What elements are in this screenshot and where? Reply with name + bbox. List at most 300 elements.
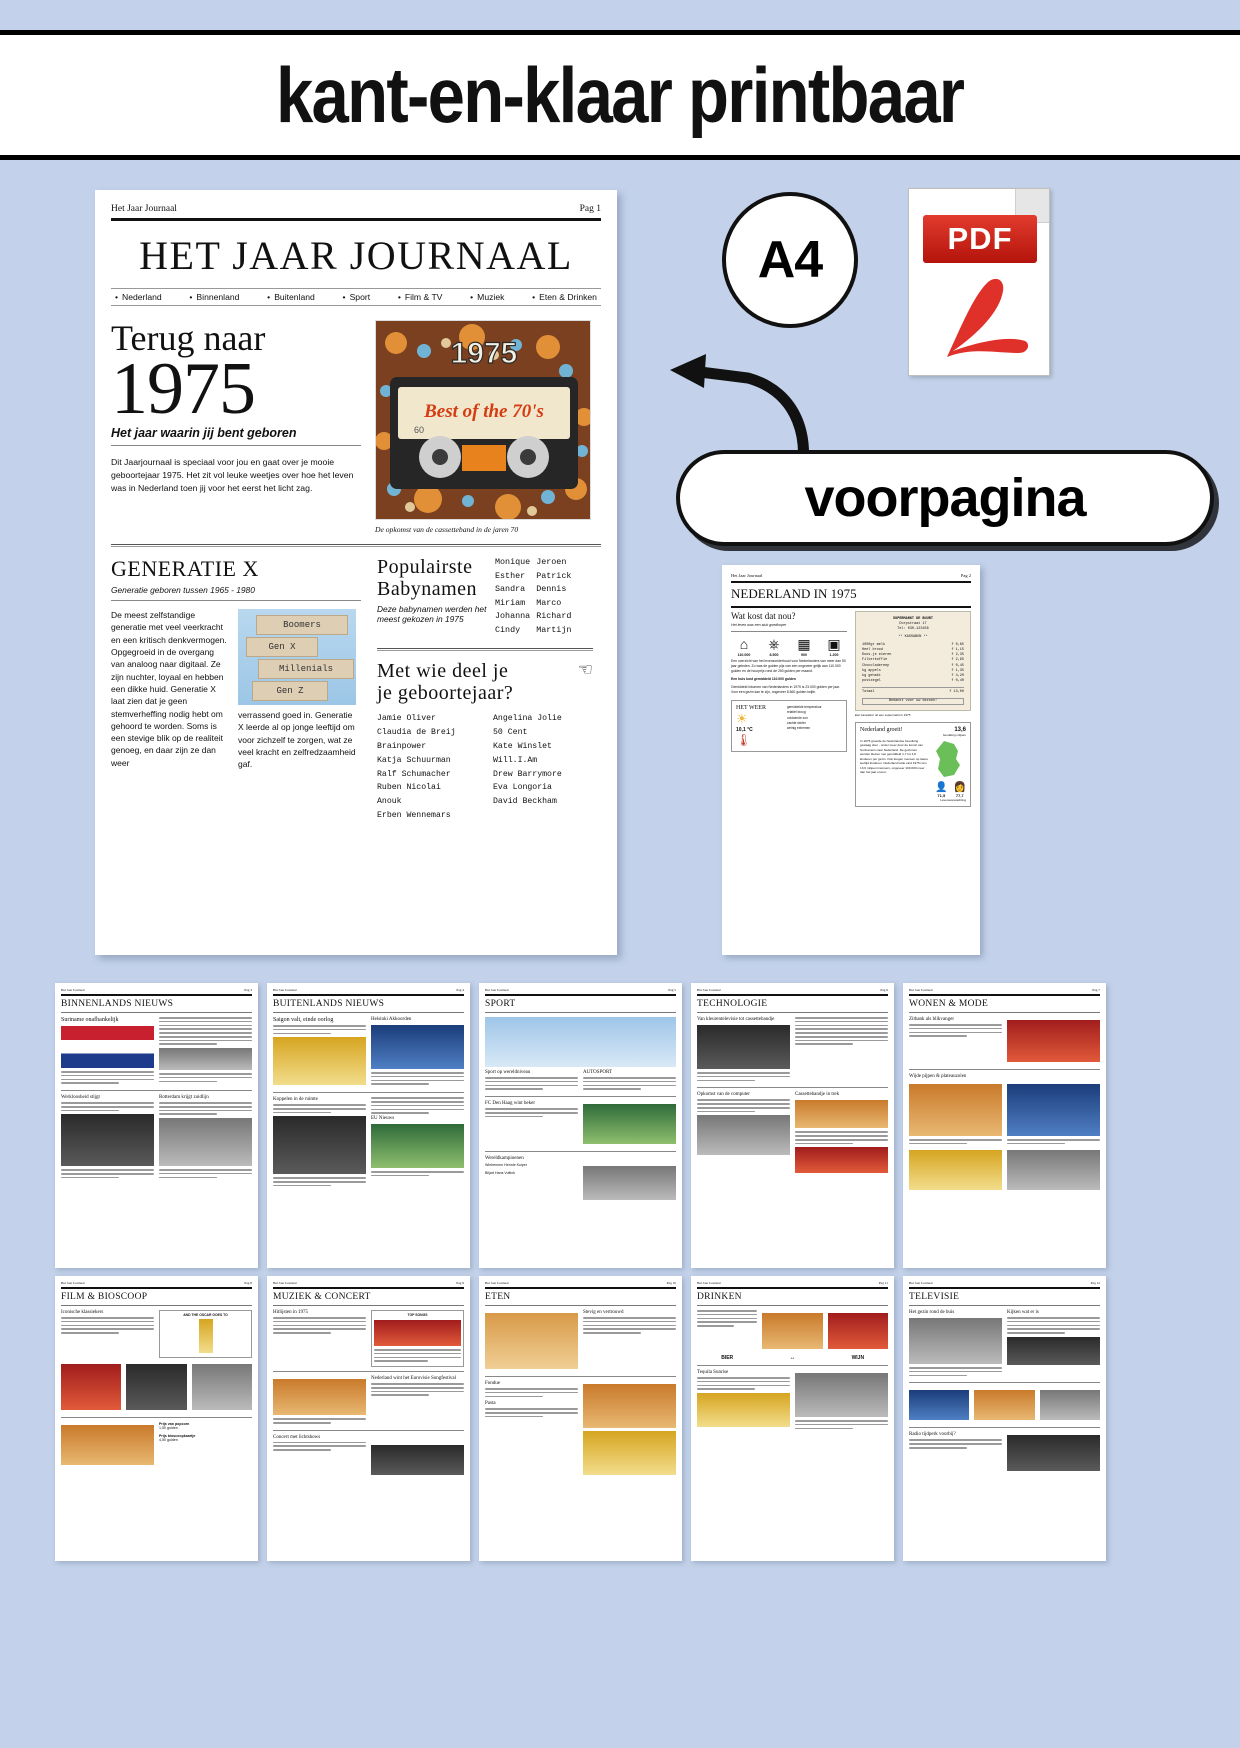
thumb-page-label: Pag 5 (668, 988, 676, 992)
thumb-page-label: Pag 7 (1092, 988, 1100, 992)
thumb-title: SPORT (485, 999, 516, 1009)
thumb-photo (583, 1104, 676, 1144)
thumb-photo (374, 1320, 461, 1346)
thumb-photo (909, 1390, 969, 1420)
receipt-footer: Bedankt voor uw bezoek! (862, 698, 964, 705)
wat-kost-subtitle: Het leven was een stuk goedkoper (731, 623, 787, 627)
receipt-item-name-4: Chocoladereep (862, 663, 890, 668)
thumb-body-lines (485, 1388, 578, 1397)
thumb-rule (697, 1287, 888, 1289)
wat-kost-para3: Gemiddeld inkomen van Nederlanders in 1975 is 23.000 gulden per jaar. Voor een gezin kan te zijn, ongeveer 8.560 gulden twijfe. (731, 684, 840, 694)
block-boomers: Boomers (256, 615, 348, 635)
girl-name-5: Cindy (495, 625, 521, 636)
thumb-body-lines (371, 1097, 464, 1114)
thumb-photo (159, 1048, 252, 1070)
thumb-article-heading: Koppelen in de ruimte (273, 1097, 318, 1103)
groei-value: 13,6 (954, 726, 966, 733)
thumb-article-heading: Prijs van popcorn (159, 1422, 190, 1426)
page2-left-column (731, 611, 847, 807)
house-icon: ⌂ (739, 636, 749, 652)
share-name-2-3: Will.I.Am (493, 755, 538, 765)
receipt-total-value: f 13,00 (949, 689, 964, 694)
girl-name-4: Johanna (495, 611, 531, 622)
thumb-body-lines (273, 1317, 366, 1334)
thumb-article-heading: AND THE OSCAR GOES TO (183, 1313, 228, 1317)
receipt-item-price-5: f 1,35 (951, 668, 964, 673)
page-thumbnail-12[interactable] (903, 1276, 1106, 1561)
thumb-body-lines (909, 1139, 1002, 1144)
thumb-article-heading: Concert met lichtshows (273, 1434, 321, 1440)
page-thumbnail-3[interactable] (55, 983, 258, 1268)
thumb-photo (1040, 1390, 1100, 1420)
boy-name-3: Marco (536, 597, 562, 608)
thumb-body-lines (795, 1420, 888, 1429)
scale-icon: ↔ (789, 1355, 796, 1361)
groei-title: Nederland groeit! (860, 726, 903, 733)
thumb-body-lines (909, 1439, 1002, 1448)
car-icon: ⎈ (768, 636, 780, 652)
voorpagina-label: voorpagina (804, 468, 1086, 528)
thumb-title: FILM & BIOSCOOP (61, 1292, 148, 1302)
thumb-article-heading: Saigon valt, einde oorlog (273, 1017, 334, 1023)
thumb-article-heading: AUTOSPORT (583, 1070, 613, 1075)
share-title-line1: Met wie deel je (377, 659, 509, 682)
thumb-photo (61, 1114, 154, 1166)
hero-subtitle: Het jaar waarin jij bent geboren (111, 426, 297, 441)
page-thumbnail-11[interactable] (691, 1276, 894, 1561)
thumb-photo (583, 1166, 676, 1200)
page2-page-label: Pag 2 (960, 573, 971, 578)
thumb-article-heading: Rotterdam krijgt zuidlijn (159, 1095, 209, 1101)
thumb-photo (583, 1431, 676, 1475)
thumb-body-lines (61, 1317, 154, 1334)
page-thumbnail-9[interactable] (267, 1276, 470, 1561)
page-thumbnail-10[interactable] (479, 1276, 682, 1561)
thumb-photo (795, 1100, 888, 1128)
thumb-photo (371, 1124, 464, 1168)
generation-blocks-photo (238, 609, 356, 705)
thumb-rule (61, 1287, 252, 1289)
thumb-body-lines (273, 1442, 366, 1451)
receipt-row (862, 679, 964, 684)
share-name-2-2: Kate Winslet (493, 742, 552, 751)
thumb-photo (61, 1425, 154, 1465)
thumb-body-lines (273, 1104, 366, 1113)
thumb-photo (61, 1026, 154, 1068)
thumb-photo (909, 1150, 1002, 1190)
thermometer-icon: 🌡 (736, 732, 752, 747)
price-icon-tv (821, 637, 847, 657)
header-rule (111, 218, 601, 221)
thumb-running-head: Het Jaar Journaal (909, 988, 933, 992)
thumb-article-sub: Biljart Hans Vultink (485, 1171, 516, 1176)
section-divider-1 (111, 544, 601, 547)
page2-header (731, 573, 971, 578)
thumb-rule (273, 1287, 464, 1289)
boy-name-1: Patrick (536, 570, 572, 581)
genx-title: GENERATIE X (111, 556, 259, 581)
receipt-phone: Tel: 030-123456 (897, 627, 929, 632)
thumb-title-rule (485, 1012, 676, 1013)
share-column-1 (377, 712, 481, 822)
price-icon-house (731, 637, 757, 657)
genx-rule (111, 600, 361, 601)
thumb-body-lines (909, 1367, 1002, 1376)
thumb-body-lines (159, 1017, 252, 1045)
receipt-item-price-3: f 2,95 (951, 658, 964, 663)
thumb-body-lines (159, 1169, 252, 1178)
receipt-total-label: Totaal (862, 689, 875, 694)
receipt-item-price-6: f 4,20 (951, 673, 964, 678)
thumb-photo (762, 1313, 822, 1349)
thumb-article-heading: Opkomst van de computer (697, 1092, 750, 1098)
thumb-body-lines (583, 1317, 676, 1334)
thumb-article-sub: 1,50 gulden (159, 1426, 178, 1430)
thumb-body-lines (909, 1024, 1002, 1037)
thumb-title-rule (485, 1305, 676, 1306)
receipt-address: Dorpstraat 17 (899, 622, 927, 627)
hero-image-block (375, 320, 591, 534)
share-name-1-7: Erben Wennemars (377, 810, 451, 820)
section-nav (111, 288, 601, 306)
thumb-title: DRINKEN (697, 1292, 742, 1302)
voorpagina-callout (676, 450, 1214, 546)
receipt-item-price-2: f 2,35 (951, 653, 964, 658)
thumb-article-sub: 4,50 gulden (159, 1438, 178, 1442)
receipt-heading: ** KASSABON ** (898, 635, 928, 640)
netherlands-map-icon (932, 739, 966, 780)
weather-temp: 10,1 °C (736, 726, 753, 733)
thumb-body-lines (485, 1108, 578, 1117)
thumb-page-label: Pag 12 (1090, 1281, 1100, 1285)
female-figure-icon: 👩 (953, 781, 966, 793)
cassette-side-text: 60 (414, 425, 425, 435)
page2-running-head: Het Jaar Journaal (731, 573, 763, 578)
thumb-body-lines (371, 1072, 464, 1085)
thumb-photo (909, 1084, 1002, 1136)
page-thumbnail-6[interactable] (691, 983, 894, 1268)
thumb-body-lines (583, 1077, 676, 1090)
thumb-photo (795, 1147, 888, 1173)
share-name-1-3: Katja Schuurman (377, 755, 451, 765)
thumb-article-heading: BIER (721, 1355, 734, 1361)
thumb-running-head: Het Jaar Journaal (697, 988, 721, 992)
share-name-2-0: Angelina Jolie (493, 714, 562, 724)
thumb-body-lines (697, 1099, 790, 1112)
thumb-photo (192, 1364, 252, 1410)
masthead: HET JAAR JOURNAAL (139, 233, 573, 278)
hero-image-caption: De opkomst van de cassetteband in de jaren 70 (375, 525, 519, 534)
house-price: 110.000 (737, 653, 751, 657)
thumb-article-heading: Prijs bioscoopkaartje (159, 1434, 196, 1438)
share-name-1-2: Brainpower (377, 742, 427, 751)
babynames-title-line1: Populairste (377, 556, 473, 578)
boy-name-0: Jeroen (536, 557, 567, 567)
share-name-2-1: 50 Cent (493, 728, 528, 738)
groei-value-label: bevolking miljoen (942, 732, 966, 737)
page2-preview[interactable] (722, 565, 980, 955)
life-expectancy-female: 77,7 (955, 792, 964, 798)
sofa-icon: ▦ (797, 636, 811, 652)
thumb-article-heading: Van kleurentelevisie tot cassettebandje (697, 1017, 775, 1022)
thumb-photo (371, 1025, 464, 1069)
share-column-2 (493, 712, 593, 822)
thumb-body-lines (61, 1169, 154, 1178)
boy-name-5: Martijn (536, 625, 572, 636)
weather-label-4: weinig extremen (787, 726, 811, 731)
thumb-photo (371, 1445, 464, 1475)
thumb-article-heading: Sport op wereldniveau (485, 1070, 531, 1075)
front-page-header (111, 204, 601, 214)
thumb-photo (273, 1379, 366, 1415)
acrobat-swirl-icon (933, 273, 1031, 365)
thumb-article-heading: Tequila Sunrise (697, 1370, 729, 1375)
sun-cloud-icon: ☀ (736, 710, 748, 726)
section-divider-2 (377, 648, 593, 651)
thumb-title-rule (697, 1305, 888, 1306)
weather-title: HET WEER (736, 704, 766, 711)
tv-icon: ▣ (827, 636, 841, 652)
thumb-photo (485, 1313, 578, 1369)
nav-item-4[interactable]: • Film & TV (398, 292, 443, 302)
front-page-preview[interactable] (95, 190, 617, 955)
thumb-page-label: Pag 4 (456, 988, 464, 992)
thumb-article-heading: Cassettebandje in trek (795, 1092, 840, 1098)
thumb-title-rule (273, 1012, 464, 1013)
share-title-line2: je geboortejaar? (377, 682, 514, 705)
babynames-title-block (377, 556, 489, 638)
pointing-hand-icon: ☜ (577, 659, 593, 679)
thumb-title-rule (273, 1305, 464, 1306)
thumb-body-lines (697, 1310, 757, 1327)
thumb-running-head: Het Jaar Journaal (273, 988, 297, 992)
thumb-body-lines (159, 1102, 252, 1115)
hero-text (111, 320, 361, 534)
thumb-article-heading: Werkloosheid stijgt (61, 1095, 100, 1101)
girl-name-2: Sandra (495, 584, 526, 595)
receipt-item-price-4: f 0,45 (951, 663, 964, 668)
thumb-photo (61, 1364, 121, 1410)
receipt-item-name-5: kg appels (862, 668, 881, 673)
thumb-body-lines (485, 1408, 578, 1417)
receipt-item-name-3: Filterkoffie (862, 658, 888, 663)
groei-body: In 1975 groeide de Nederlandse bevolking gestaag door - onder meer door de komst van Surinamers naar Nederland. De gezinnen werden kleiner met gemiddeld 1,7 tot 1,8 kinderen per gezin. Ook kregen mensen op latere leeftijd kinderen. Nederland telde eind 1975 ruim 13,6 miljoen inwoners, ongeveer 100.000 meer dan het jaar ervoor. (860, 738, 928, 775)
nav-item-6[interactable]: • Eten & Drinken (532, 292, 597, 302)
thumb-article-sub: Wielrennen Hennie Kuiper (485, 1163, 527, 1168)
nav-item-2[interactable]: • Buitenland (267, 292, 315, 302)
thumb-photo (1007, 1150, 1100, 1190)
receipt-item-name-1: Heel brood (862, 648, 884, 653)
thumb-body-lines (273, 1418, 366, 1423)
lower-sections (111, 556, 601, 823)
thumb-title: BINNENLANDS NIEUWS (61, 999, 174, 1009)
wat-kost-rule (731, 631, 847, 632)
receipt-item-price-1: f 1,15 (951, 648, 964, 653)
genx-image-col (238, 609, 356, 771)
thumb-article-heading: Pasta (485, 1401, 496, 1407)
block-genx: Gen X (246, 637, 318, 657)
page-thumbnail-8[interactable] (55, 1276, 258, 1561)
thumb-article-heading: Stevig en vertrouwd (583, 1310, 624, 1315)
crossword-grid-photo (1007, 1435, 1100, 1471)
boy-name-4: Richard (536, 611, 572, 622)
weather-label-1: relatief droog (787, 710, 806, 715)
thumb-page-label: Pag 11 (878, 1281, 888, 1285)
thumb-body-lines (1007, 1317, 1100, 1334)
babynames-subtitle: Deze babynamen werden het meest gekozen in 1975 (377, 603, 487, 624)
receipt-store: SUPERMARKT DE BUURT (893, 617, 933, 621)
hero-section (111, 320, 601, 534)
nav-item-5[interactable]: • Muziek (470, 292, 504, 302)
thumb-running-head: Het Jaar Journaal (697, 1281, 721, 1285)
thumb-running-head: Het Jaar Journaal (909, 1281, 933, 1285)
thumb-article-heading: TOP SONGS (407, 1313, 428, 1317)
thumb-photo (485, 1017, 676, 1067)
girl-name-0: Monique (495, 557, 531, 567)
thumb-title-rule (909, 1305, 1100, 1306)
page2-header-rule (731, 581, 971, 583)
thumb-rule (485, 994, 676, 996)
hero-kicker: Terug naar (111, 318, 266, 358)
thumb-rule (909, 1287, 1100, 1289)
thumb-running-head: Het Jaar Journaal (485, 988, 509, 992)
thumb-photo (909, 1318, 1002, 1364)
thumb-title: MUZIEK & CONCERT (273, 1292, 371, 1302)
page2-title-rule (731, 606, 971, 608)
thumb-title: TECHNOLOGIE (697, 999, 768, 1009)
population-growth-box (855, 722, 971, 807)
share-name-1-1: Claudia de Breij (377, 728, 456, 738)
thumb-running-head: Het Jaar Journaal (485, 1281, 509, 1285)
car-price: 8.500 (769, 653, 779, 657)
babynames-girls-column (495, 556, 530, 638)
price-icon-car (761, 637, 787, 657)
wat-kost-para1: Een overzicht van het levensonderhoud voor Nederlanders van meer dan 50 jaar geleden. Zo was de gulden pijs van een ongeveer gelijk aan 110.000 gulden en de huurprijs rond de 250 gulden per maand. (731, 659, 846, 673)
share-name-1-6: Anouk (377, 797, 402, 807)
thumb-photo (159, 1118, 252, 1166)
thumb-body-lines (795, 1017, 888, 1045)
thumb-running-head: Het Jaar Journaal (61, 1281, 85, 1285)
page-thumbnail-7[interactable] (903, 983, 1106, 1268)
thumb-page-label: Pag 8 (244, 1281, 252, 1285)
nav-item-1[interactable]: • Binnenland (189, 292, 239, 302)
share-name-2-5: Eva Longoria (493, 783, 552, 793)
supermarket-receipt (855, 611, 971, 711)
thumb-article-heading: Het gezin rond de buis (909, 1310, 955, 1315)
cassette-best-of-text: Best of the 70's (424, 401, 544, 422)
thumb-title: BUITENLANDS NIEUWS (273, 999, 385, 1009)
thumb-article-heading: Fondue (485, 1381, 500, 1386)
thumb-title: TELEVISIE (909, 1292, 960, 1302)
hero-rule (111, 445, 361, 446)
a4-badge-label: A4 (757, 231, 823, 289)
babynames-boys-column (536, 556, 571, 638)
share-name-1-5: Ruben Nicolai (377, 783, 441, 793)
thumb-photo (126, 1364, 186, 1410)
thumb-body-lines (485, 1077, 578, 1090)
thumb-body-lines (697, 1377, 790, 1390)
thumb-title-rule (61, 1305, 252, 1306)
oscar-statue-icon (199, 1319, 213, 1353)
running-head: Het Jaar Journaal (111, 204, 177, 214)
share-name-1-0: Jamie Oliver (377, 714, 436, 724)
thumb-article-heading: WIJN (851, 1355, 865, 1361)
thumb-body-lines (697, 1072, 790, 1081)
thumb-rule (61, 994, 252, 996)
thumb-body-lines (61, 1102, 154, 1111)
thumb-page-label: Pag 10 (666, 1281, 676, 1285)
thumb-photo (974, 1390, 1034, 1420)
thumb-body-lines (795, 1131, 888, 1144)
thumb-article-heading: Radio tijdperk voorbij? (909, 1432, 956, 1438)
page-thumbnail-grid (55, 983, 1185, 1523)
receipt-item-name-0: 1000gr melk (862, 643, 886, 648)
nav-item-0[interactable]: • Nederland (115, 292, 162, 302)
wat-kost-para2: Een huis kost gemiddeld 110.000 gulden (731, 676, 797, 681)
page2-right-column (855, 611, 971, 807)
block-millenials: Millenials (258, 659, 354, 679)
weather-label-3: zachte winter (787, 720, 806, 725)
thumb-photo (795, 1373, 888, 1417)
thumb-title: ETEN (485, 1292, 511, 1302)
thumb-article-heading: Suriname onafhankelijk (61, 1017, 119, 1023)
thumb-photo (273, 1037, 366, 1085)
page2-title: NEDERLAND IN 1975 (731, 586, 857, 601)
thumb-photo (1007, 1020, 1100, 1062)
thumb-body-lines (374, 1349, 461, 1362)
thumb-rule (697, 994, 888, 996)
thumb-article-heading: Wijde pijpen & plateauzolen (909, 1074, 967, 1079)
thumb-photo (697, 1115, 790, 1155)
a4-badge (722, 192, 858, 328)
babynames-title-line2: Babynamen (377, 578, 478, 601)
thumb-title: WONEN & MODE (909, 999, 989, 1009)
male-figure-icon: 👤 (935, 781, 948, 793)
genx-subtitle: Generatie geboren tussen 1965 - 1980 (111, 585, 255, 595)
banner-title: kant-en-klaar printbaar (276, 50, 964, 139)
thumb-article-heading: Iconische klassiekers (61, 1310, 104, 1315)
thumb-article-heading: Zitbank als blikvanger (909, 1017, 954, 1022)
thumb-article-heading: Wereldkampioenen (485, 1156, 524, 1162)
share-name-1-4: Ralf Schumacher (377, 769, 451, 779)
wat-kost-title: Wat kost dat nou? (731, 611, 796, 621)
receipt-item-price-7: f 0,40 (951, 678, 964, 683)
thumb-body-lines (273, 1025, 366, 1034)
thumb-body-lines (61, 1071, 154, 1084)
price-icon-sofa (791, 637, 817, 657)
hero-year: 1975 (111, 348, 255, 430)
page-thumbnail-4[interactable] (267, 983, 470, 1268)
thumb-body-lines (159, 1073, 252, 1082)
weather-label-0: gemiddelde temperatuur (787, 704, 822, 709)
pdf-file-icon (908, 188, 1050, 376)
thumb-article-heading: FC Den Haag wint beker (485, 1101, 535, 1107)
page-thumbnail-5[interactable] (479, 983, 682, 1268)
generatie-x-section (111, 556, 361, 823)
genx-body-col2: verrassend goed in. Generatie X leerde al op jonge leeftijd om voor zichzelf te zorgen, wat ze veel kracht en zelfredzaamheid gaf. (238, 710, 356, 770)
genx-body-col1: De meest zelfstandige generatie met veel veerkracht en een kritisch denkvermogen. Opgegroeid in de overgang van analoog naar digitaal. Ze zijn nuchter, loyaal en hebben een dikke huid. Generatie X laat zien dat je geen stemverheffing nodig hebt om gehoord te worden. Soms is een stevige blik op de realiteit genoeg, en daar zijn ze dan weer (111, 610, 227, 768)
nav-item-3[interactable]: • Sport (343, 292, 371, 302)
receipt-item-name-6: kg gehakt (862, 673, 881, 678)
thumb-body-lines (371, 1171, 464, 1176)
thumb-title-rule (61, 1012, 252, 1013)
thumb-body-lines (1007, 1139, 1100, 1144)
sofa-price: 900 (801, 653, 807, 657)
thumb-photo (583, 1384, 676, 1428)
page-label: Pag 1 (579, 204, 601, 214)
thumb-photo (697, 1393, 790, 1427)
thumb-article-heading: Hitlijsten in 1975 (273, 1310, 308, 1315)
